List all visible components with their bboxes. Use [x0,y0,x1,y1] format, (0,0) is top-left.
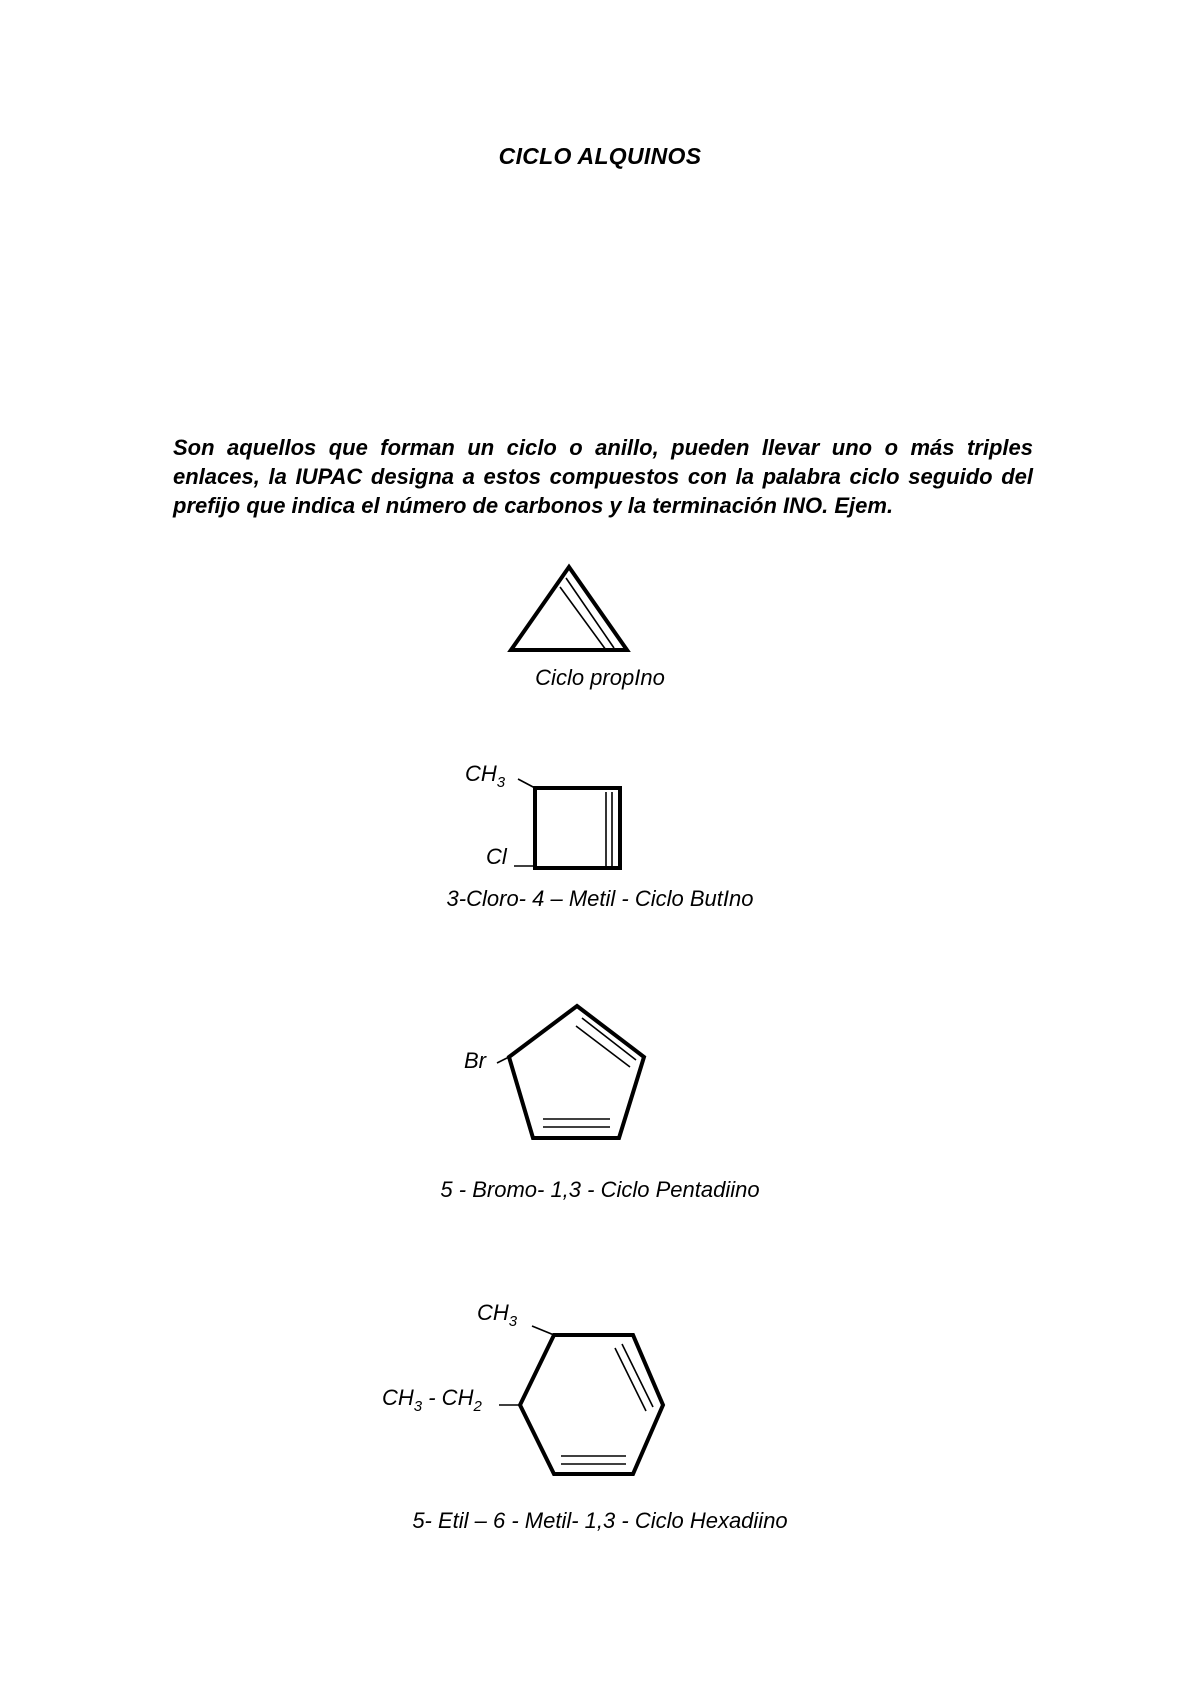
page-title: CICLO ALQUINOS [498,143,702,169]
intro-paragraph: Son aquellos que forman un ciclo o anillo, pueden llevar uno o más triples enlaces, la IUPAC designa a estos compuestos con la palabra ciclo seguido del prefijo que indica el número de carbonos y la terminación INO. Ejem. [173,435,1033,518]
example-caption: 5 - Bromo- 1,3 - Ciclo Pentadiino [440,1177,760,1202]
ring-bond [520,1335,663,1474]
example-caption: 5- Etil – 6 - Metil- 1,3 - Ciclo Hexadiino [412,1508,788,1533]
substituent-ch3: $CH_3$ [477,1300,518,1330]
example-caption: Ciclo propIno [535,665,665,690]
substituent-br: Br [464,1048,486,1073]
example-caption: 3-Cloro- 4 – Metil - Ciclo ButIno [446,886,754,911]
substituent-ch3: $CH_3$ [465,761,506,791]
substituent-ethyl: $CH_3 - CH_2$ [382,1385,482,1415]
substituent-cl: Cl [486,844,507,869]
substituent-bond [532,1326,554,1335]
